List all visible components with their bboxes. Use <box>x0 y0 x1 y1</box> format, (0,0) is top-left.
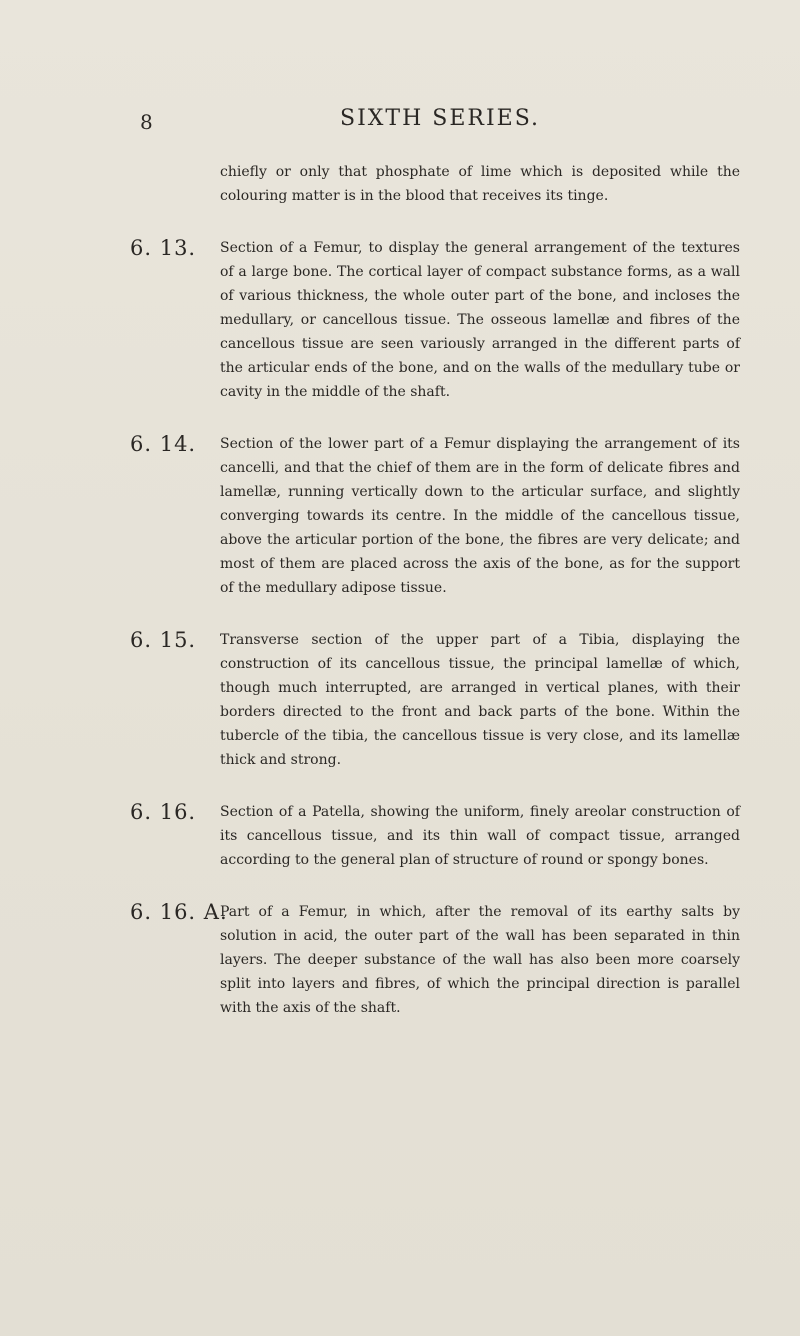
entry-number: 6. 15. <box>130 628 197 652</box>
entry-number: 6. 13. <box>130 236 197 260</box>
entry-text: Section of a Femur, to display the general arrangement of the textures of a large bone. The cortical layer of compact substance forms, as a wall of various thickness, the whole outer part of the bone, and incloses the medullary, or cancellous tissue. The osseous lamellæ and fibres of the cancellous tissue are seen variously arranged in the different parts of the articular ends of the bone, and on the walls of the medullary tube or cavity in the middle of the shaft. <box>220 240 740 400</box>
entry-number: 6. 16. A. <box>130 900 228 924</box>
page-number: 8 <box>140 110 154 134</box>
continuation-paragraph: chiefly or only that phosphate of lime which is deposited while the colouring matter is in the blood that receives its tinge. <box>220 164 740 204</box>
entry-text: Part of a Femur, in which, after the removal of its earthy salts by solution in acid, the outer part of the wall has been separated in thin layers. The deeper substance of the wall has also been more coarsely split into layers and fibres, of which the principal direction is parallel with the axis of the shaft. <box>220 904 740 1016</box>
running-title: SIXTH SERIES. <box>340 106 541 131</box>
entry-text: Section of a Patella, showing the uniform, finely areolar construction of its cancellous tissue, and its thin wall of compact tissue, arranged according to the general plan of structure of round or spongy bones. <box>220 804 740 868</box>
entry-number: 6. 14. <box>130 432 197 456</box>
entry-number: 6. 16. <box>130 800 197 824</box>
entry-text: Section of the lower part of a Femur displaying the arrangement of its cancelli, and that the chief of them are in the form of delicate fibres and lamellæ, running vertically down to the articular surface, and slightly converging towards its centre. In the middle of the cancellous tissue, above the articular portion of the bone, the fibres are very delicate; and most of them are placed across the axis of the bone, as for the support of the medullary adipose tissue. <box>220 436 740 596</box>
entry-text: Transverse section of the upper part of a Tibia, displaying the construction of its cancellous tissue, the principal lamellæ of which, though much interrupted, are arranged in vertical planes, with their borders directed to the front and back parts of the bone. Within the tubercle of the tibia, the cancellous tissue is very close, and its lamellæ thick and strong. <box>220 632 740 768</box>
